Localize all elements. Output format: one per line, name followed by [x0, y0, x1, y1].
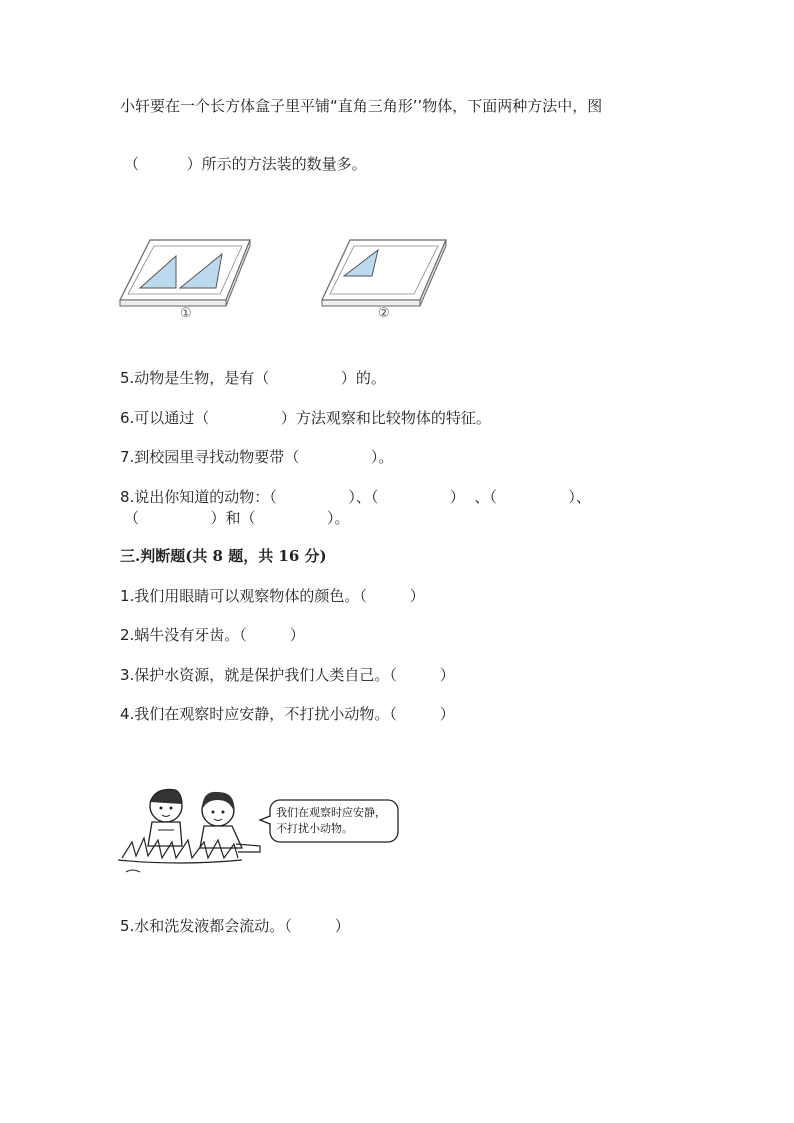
judge-question-1: 1.我们用眼睛可以观察物体的颜色。（ ）	[120, 587, 425, 605]
fill-question-8-line1: 8.说出你知道的动物：（ ）、（ ） 、（ ）、	[120, 488, 591, 506]
children-illustration	[118, 780, 268, 880]
judge-question-4: 4.我们在观察时应安静，不打扰小动物。（ ）	[120, 705, 455, 723]
box-figure-1	[118, 236, 258, 308]
judge-question-3: 3.保护水资源，就是保护我们人类自己。（ ）	[120, 666, 455, 684]
question-intro-line1: 小轩要在一个长方体盒子里平铺“直角三角形’’物体，下面两种方法中，图	[120, 97, 603, 115]
question-intro-line2: （ ）所示的方法装的数量多。	[124, 155, 367, 173]
fill-question-8-line2: （ ）和（ ）。	[124, 509, 350, 527]
judge-question-5: 5.水和洗发液都会流动。（ ）	[120, 917, 350, 935]
fill-question-5: 5.动物是生物，是有（ ）的。	[120, 369, 386, 387]
speech-bubble	[276, 805, 386, 837]
judge-question-2: 2.蜗牛没有牙齿。（ ）	[120, 626, 305, 644]
speech-bubble-line1: 我们在观察时应安静，	[276, 806, 386, 819]
section-title: 三.判断题(共 8 题，共 16 分)	[120, 547, 327, 565]
figure-1-label: ①	[180, 306, 192, 321]
speech-bubble-line2: 不打扰小动物。	[276, 822, 353, 835]
box-figure-2	[320, 236, 452, 308]
fill-question-6: 6.可以通过（ ）方法观察和比较物体的特征。	[120, 409, 491, 427]
fill-question-7: 7.到校园里寻找动物要带（ ）。	[120, 448, 394, 466]
figure-2-label: ②	[378, 306, 390, 321]
